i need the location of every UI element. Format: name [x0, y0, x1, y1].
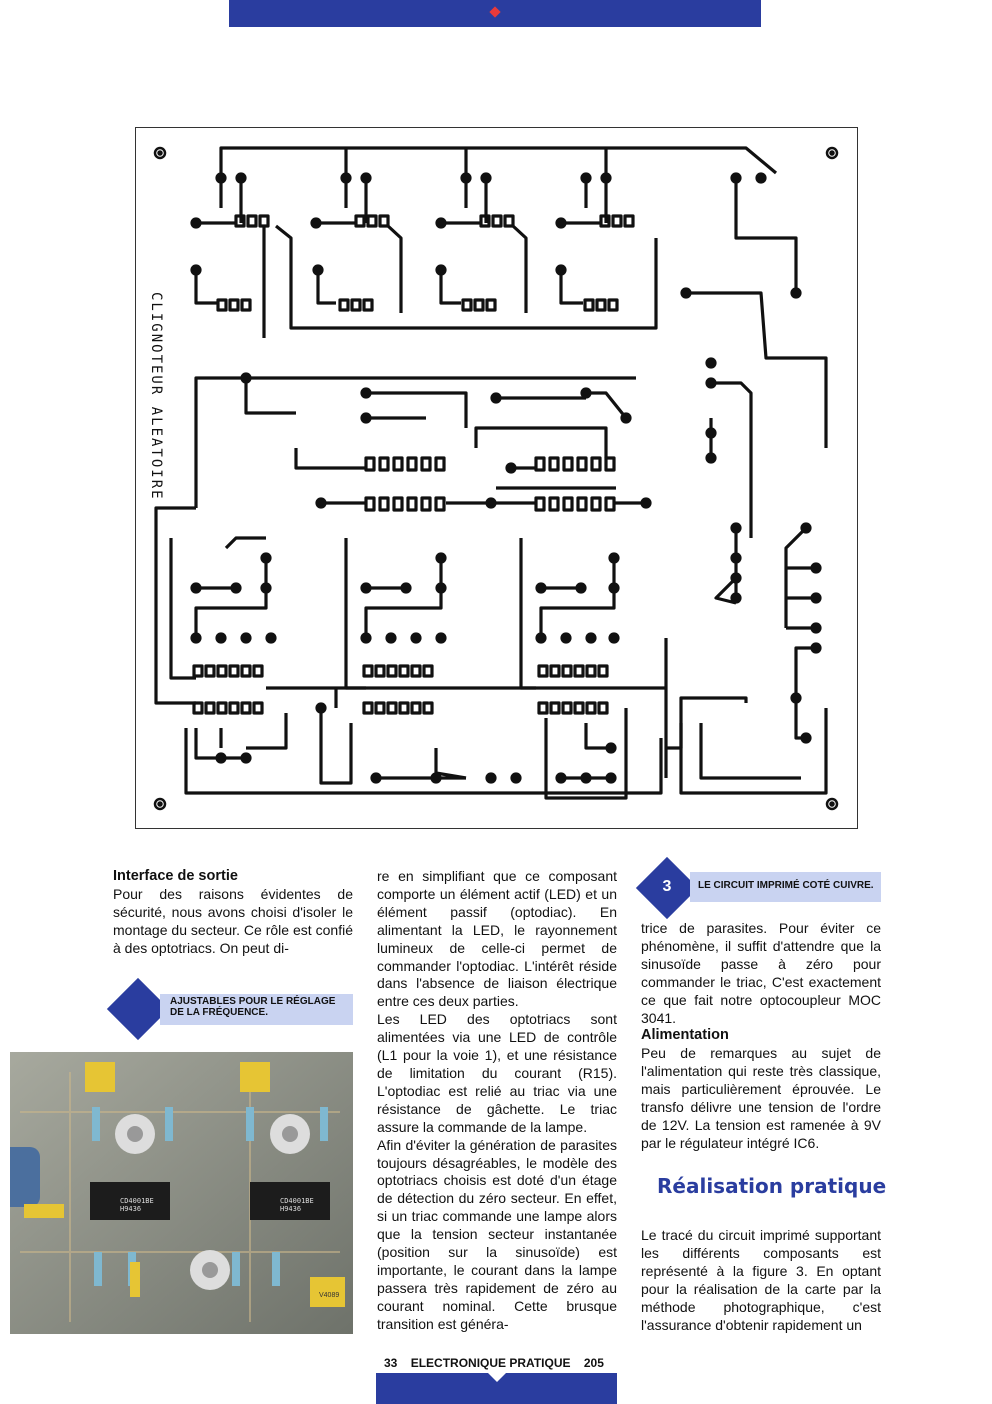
caption-figure-3: [690, 872, 881, 902]
issue-number: 205: [583, 1356, 604, 1370]
bottom-color-band: [376, 1373, 617, 1404]
page-number: 33: [384, 1356, 398, 1370]
heading-alimentation: Alimentation: [641, 1027, 729, 1044]
lower-block-1: [192, 538, 286, 762]
column2-paragraph-3: Afin d'éviter la génération de parasites toujours désagréables, le modèle des optotriacs choisis est doté d'un étage de détection du zéro secteur. En effet, si un triac commande une lampe alors que la tension secteur instantanée (position sur la sinusoïde) est importante, le courant dans la lampe passera très rapidement de zéro au courant nominal. Cette brusque transition est généra-: [377, 1136, 617, 1332]
column3-paragraph-2: Peu de remarques au sujet de l'alimentation qui reste très classique, mais particulièrement éprouvée. Le transfo délivre une tension de l'ordre de 12V. La tension est ramenée à 9V par le régulateur intégré IC6.: [641, 1045, 881, 1151]
cap-label: V4089: [319, 1292, 340, 1299]
pcb-figure: [135, 127, 858, 829]
opto-block-3: [437, 174, 526, 313]
chip2-label: CD4001BE H9436: [280, 1197, 314, 1213]
opto-block-2: [312, 174, 401, 313]
column-2: [377, 868, 617, 1334]
chip1-label: CD4001BE H9436: [120, 1197, 154, 1213]
column-3-continued: [641, 1227, 881, 1334]
column-1: [113, 868, 353, 958]
column-3: [641, 920, 881, 1153]
heading-interface-sortie: Interface de sortie: [113, 868, 238, 884]
pcb-traces: [136, 128, 859, 830]
ic-2: [536, 458, 614, 510]
mounting-holes: [155, 148, 837, 809]
lower-block-3: [521, 538, 626, 798]
lower-block-2: [317, 538, 520, 783]
page-footer: [384, 1356, 614, 1370]
column2-paragraph-1: re en simplifiant que ce composant comporte un élément actif (LED) et un élément passif (optodiac). En alimentant la LED, le rayonnement lumineux de celle-ci permet de commander l'optodiac. L'intérêt réside dans l'absence de liaison électrique entre ces deux parties.: [377, 868, 617, 1010]
column2-paragraph-2: Les LED des optotriacs sont alimentées via une LED de contrôle (L1 pour la voie 1), et une résistance de limitation du courant (R15). L'optodiac est relié au triac via une résistance de gâchette. Le triac assure la commande de la lampe.: [377, 1011, 617, 1135]
caption-adjustables-line2: DE LA FRÉQUENCE.: [170, 1007, 268, 1018]
column1-paragraph: Pour des raisons évidentes de sécurité, nous avons choisi d'isoler le montage du secteur. Ce rôle est confié à des optotriacs. On peut di-: [113, 885, 353, 956]
board-photo: [10, 1052, 353, 1334]
column3-paragraph-3: Le tracé du circuit imprimé supportant les différents composants est représenté à la figure 3. En optant pour la réalisation de la carte par la méthode photographique, c'est l'assurance d'obtenir rapidement un: [641, 1227, 881, 1333]
notch-marker-icon: [488, 1373, 506, 1382]
diamond-marker-icon: [489, 6, 500, 17]
magazine-name: ELECTRONIQUE PRATIQUE: [410, 1356, 571, 1370]
caption-adjustables-line1: AJUSTABLES POUR LE RÉGLAGE: [170, 996, 336, 1007]
figure-number: 3: [662, 878, 672, 895]
top-color-band: [229, 0, 761, 27]
caption-adjustables: [160, 994, 353, 1025]
section-title: Réalisation pratique: [657, 1174, 887, 1198]
board-photo-drawing: [10, 1052, 353, 1334]
column3-paragraph-1: trice de parasites. Pour éviter ce phénomène, il suffit d'attendre que la sinusoïde passe à zéro pour commander le triac, C'est exactement ce que fait notre optocoupleur MOC 3041.: [641, 920, 881, 1026]
pcb-title-label: CLIGNOTEUR ALEATOIRE: [148, 292, 164, 501]
caption-figure-3-text: LE CIRCUIT IMPRIMÉ COTÉ CUIVRE.: [698, 880, 874, 891]
ic-1: [366, 458, 444, 510]
opto-block-4: [557, 174, 633, 310]
